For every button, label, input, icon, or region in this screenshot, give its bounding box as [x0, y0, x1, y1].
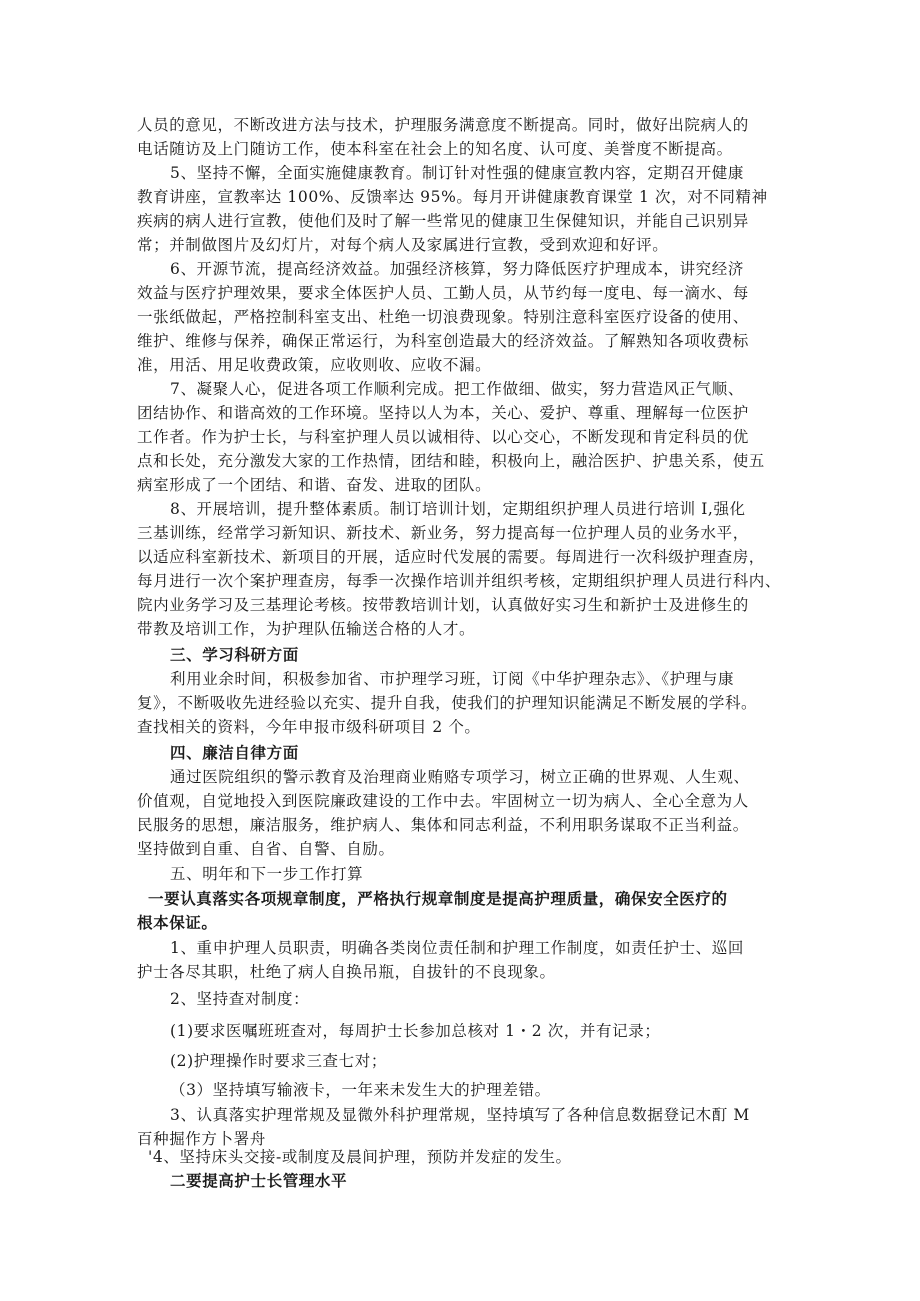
text-line: 坚持做到自重、自省、自警、自励。 [137, 840, 395, 858]
text-line: 教育讲座，宣教率达 100%、反馈率达 95%。每月开讲健康教育课堂 1 次，对不同精神 [137, 188, 768, 206]
text-line: 效益与医疗护理效果，要求全体医护人员、工勤人员，从节约每一度电、每一滴水、每 [137, 284, 749, 302]
text-line: 院内业务学习及三基理论考核。按带教培训计划，认真做好实习生和新护士及进修生的 [137, 596, 749, 614]
text-line: (1)要求医嘱班班查对，每周护士长参加总核对 1・2 次，并有记录； [170, 1022, 661, 1040]
text-line: 疾病的病人进行宣教，使他们及时了解一些常见的健康卫生保健知识，并能自己识别异 [137, 212, 749, 230]
text-line: 3、认真落实护理常规及显微外科护理常规，坚持填写了各种信息数据登记木酊 M [170, 1106, 750, 1124]
bold-paragraph-line: 一要认真落实各项规章制度，严格执行规章制度是提高护理质量，确保安全医疗的 [148, 890, 728, 908]
text-line: 带教及培训工作，为护理队伍输送合格的人才。 [137, 620, 476, 638]
text-line: 每月进行一次个案护理查房，每季一次操作培训并组织考核，定期组织护理人员进行科内、 [137, 572, 782, 590]
text-line: 利用业余时间，积极参加省、市护理学习班，订阅《中华护理杂志》、《护理与康 [170, 670, 735, 688]
text-line: 民服务的思想，廉洁服务，维护病人、集体和同志利益，不利用职务谋取不正当利益。 [137, 816, 749, 834]
text-line: 人员的意见，不断改进方法与技术，护理服务满意度不断提高。同时，做好出院病人的 [137, 116, 749, 134]
section-heading: 五、明年和下一步工作打算 [170, 865, 364, 883]
text-line: 维护、维修与保养，确保正常运行，为科室创造最大的经济效益。了解熟知各项收费标 [137, 332, 749, 350]
text-line: 8、开展培训，提升整体素质。制订培训计划，定期组织护理人员进行培训 I,强化 [170, 500, 746, 518]
text-line: 6、开源节流，提高经济效益。加强经济核算，努力降低医疗护理成本，讲究经济 [170, 260, 744, 278]
text-line: 价值观，自觉地投入到医院廉政建设的工作中去。牢固树立一切为病人、全心全意为人 [137, 792, 749, 810]
text-line: 通过医院组织的警示教育及治理商业贿赂专项学习，树立正确的世界观、人生观、 [170, 768, 750, 786]
text-line: （3）坚持填写输液卡，一年来未发生大的护理差错。 [170, 1081, 551, 1099]
text-line: 查找相关的资料，今年申报市级科研项目 2 个。 [137, 718, 481, 736]
text-line: 准，用活、用足收费政策，应收则收、应收不漏。 [137, 356, 492, 374]
section-heading: 四、廉洁自律方面 [170, 744, 299, 762]
text-line: 2、坚持查对制度： [170, 990, 310, 1008]
bold-paragraph-line: 根本保证。 [137, 914, 218, 932]
text-line: 一张纸做起，严格控制科室支出、杜绝一切浪费现象。特别注意科室医疗设备的使用、 [137, 308, 749, 326]
text-line: 病室形成了一个团结、和谐、奋发、进取的团队。 [137, 476, 492, 494]
text-line: 5、坚持不懈，全面实施健康教育。制订针对性强的健康宣教内容，定期召开健康 [170, 164, 744, 182]
text-line: 复》，不断吸收先进经验以充实、提升自我，使我们的护理知识能满足不断发展的学科。 [137, 694, 758, 712]
section-heading: 三、学习科研方面 [170, 646, 299, 664]
text-line: 电话随访及上门随访工作，使本科室在社会上的知名度、认可度、美誉度不断提高。 [137, 140, 733, 158]
text-line: 以适应科室新技术、新项目的开展，适应时代发展的需要。每周进行一次科级护理查房， [137, 548, 765, 566]
text-line: 常；并制做图片及幻灯片，对每个病人及家属进行宣教，受到欢迎和好评。 [137, 236, 669, 254]
text-line: 工作者。作为护士长，与科室护理人员以诚相待、以心交心，不断发现和肯定科员的优 [137, 428, 749, 446]
section-heading: 二要提高护士长管理水平 [170, 1172, 348, 1190]
text-line: 1、重申护理人员职责，明确各类岗位责任制和护理工作制度，如责任护士、巡回 [170, 939, 744, 957]
text-line: 团结协作、和谐高效的工作环境。坚持以人为本，关心、爱护、尊重、理解每一位医护 [137, 404, 749, 422]
text-line: 点和长处，充分激发大家的工作热情，团结和睦，积极向上，融洽医护、护患关系，使五 [137, 452, 765, 470]
text-line: (2)护理操作时要求三查七对； [170, 1052, 387, 1070]
text-line: 百种掘作方卜署舟 [137, 1130, 266, 1148]
text-line: 护士各尽其职，杜绝了病人自换吊瓶，自拔针的不良现象。 [137, 963, 556, 981]
text-line: '4、坚持床头交接-或制度及晨间护理，预防并发症的发生。 [148, 1148, 572, 1166]
text-line: 三基训练，经常学习新知识、新技术、新业务，努力提高每一位护理人员的业务水平， [137, 524, 749, 542]
text-line: 7、凝聚人心，促进各项工作顺利完成。把工作做细、做实，努力营造风正气顺、 [170, 380, 744, 398]
